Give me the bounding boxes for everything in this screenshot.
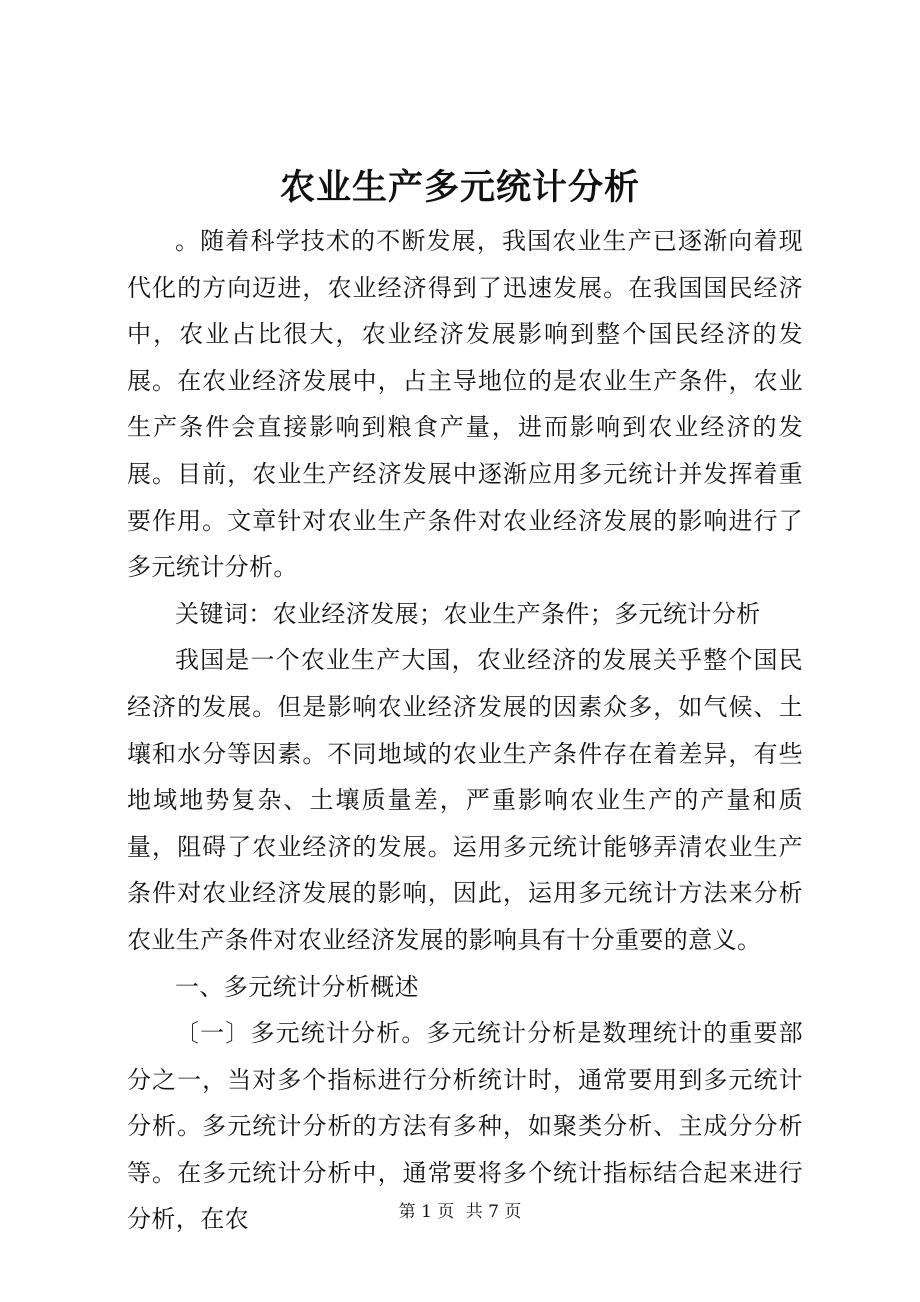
document-title: 农业生产多元统计分析 bbox=[279, 167, 640, 208]
intro-paragraph: 。随着科学技术的不断发展，我国农业生产已逐渐向着现代化的方向迈进，农业经济得到了迅速发展。在我国国民经济中，农业占比很大，农业经济发展影响到整个国民经济的发展。在农业经济发展中，占主导地位的是农业生产条件，农业生产条件会直接影响到粮食产量，进而影响到农业经济的发展。目前，农业生产经济发展中逐渐应用多元统计并发挥着重要作用。文章针对农业生产条件对农业经济发展的影响进行了多元统计分析。 bbox=[127, 227, 803, 582]
page-number: 第 1 页 bbox=[398, 1202, 455, 1222]
background-paragraph: 我国是一个农业生产大国，农业经济的发展关乎整个国民经济的发展。但是影响农业经济发展的因素众多，如气候、土壤和水分等因素。不同地域的农业生产条件存在着差异，有些地域地势复杂、土壤质量差，严重影响农业生产的产量和质量，阻碍了农业经济的发展。运用多元统计能够弄清农业生产条件对农业经济发展的影响，因此，运用多元统计方法来分析农业生产条件对农业经济发展的影响具有十分重要的意义。 bbox=[127, 646, 803, 954]
page-total: 共 7 页 bbox=[465, 1202, 522, 1222]
document-body bbox=[127, 218, 803, 1243]
section-heading: 一、多元统计分析概述 bbox=[175, 972, 419, 1001]
page-footer bbox=[0, 1200, 920, 1224]
keywords-paragraph: 关键词：农业经济发展；农业生产条件；多元统计分析 bbox=[175, 599, 761, 628]
subsection-paragraph: 〔一〕多元统计分析。多元统计分析是数理统计的重要部分之一，当对多个指标进行分析统计时，通常要用到多元统计分析。多元统计分析的方法有多种，如聚类分析、主成分分析等。在多元统计分析中，通常要将多个统计指标结合起来进行分析，在农 bbox=[127, 1019, 803, 1234]
